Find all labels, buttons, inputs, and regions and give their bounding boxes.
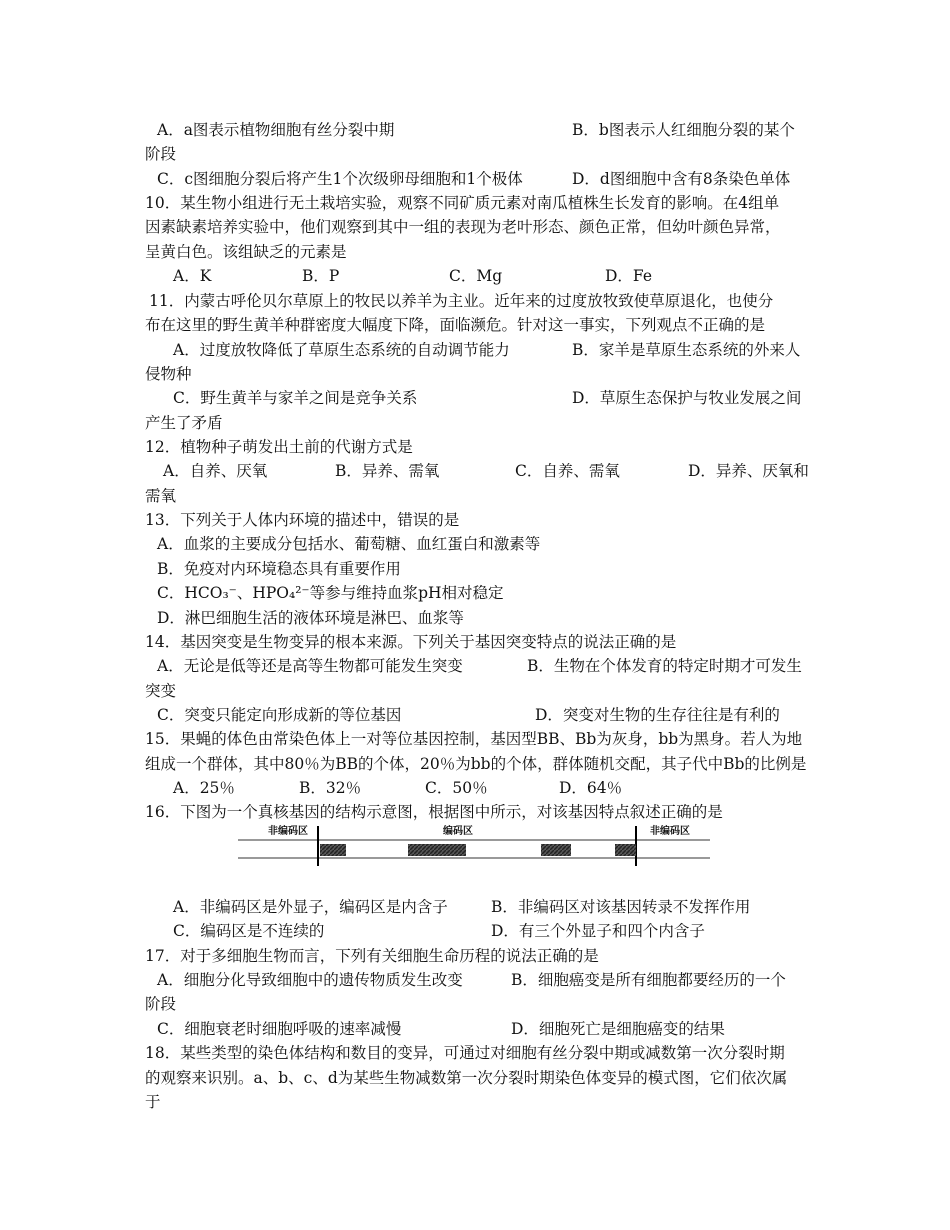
q11-option-d: D．草原生态保护与牧业发展之间 [572,389,802,407]
exon-3 [541,844,571,856]
q12-stem: 12．植物种子萌发出土前的代谢方式是 [145,438,413,456]
q16-row-cd [145,919,815,943]
q17-option-b-cont: 阶段 [145,995,177,1013]
q14-option-c: C．突变只能定向形成新的等位基因 [157,706,402,724]
q16-option-b: B．非编码区对该基因转录不发挥作用 [491,898,751,916]
q15-option-c: C．50％ [425,779,488,797]
gene-diagram-svg [238,822,710,874]
q17-row-cd [145,1017,815,1041]
q12-options [145,459,815,483]
q13-option-d: D．淋巴细胞生活的液体环境是淋巴、血浆等 [157,609,464,627]
q10-option-b: B．P [302,267,340,285]
exon-4 [615,844,636,856]
q11-option-a: A．过度放牧降低了草原生态系统的自动调节能力 [173,341,510,359]
q12-option-c: C．自养、需氧 [515,462,620,480]
q10-option-a: A．K [173,267,212,285]
q18-stem-3: 于 [145,1093,161,1111]
q11-row-cd [145,386,815,410]
q13-stem: 13．下列关于人体内环境的描述中，错误的是 [145,511,460,529]
q13-option-a: A．血浆的主要成分包括水、葡萄糖、血红蛋白和激素等 [157,535,541,553]
q16-option-d: D．有三个外显子和四个内含子 [491,922,705,940]
q16-option-c: C．编码区是不连续的 [173,922,325,940]
q14-option-d: D．突变对生物的生存往往是有利的 [535,706,780,724]
q10-stem-3: 呈黄白色。该组缺乏的元素是 [145,243,347,261]
q11-option-d-cont: 产生了矛盾 [145,414,223,432]
q14-option-b-cont: 突变 [145,682,177,700]
q11-stem-2: 布在这里的野生黄羊种群密度大幅度下降，面临濒危。针对这一事实，下列观点不正确的是 [145,316,766,334]
q17-option-d: D．细胞死亡是细胞癌变的结果 [511,1020,725,1038]
q13-option-c: C．HCO₃⁻、HPO₄²⁻等参与维持血浆pH相对稳定 [157,584,504,602]
diagram-label-noncoding-right: 非编码区 [650,826,690,837]
q18-stem-1: 18．某些类型的染色体结构和数目的变异，可通过对细胞有丝分裂中期或减数第一次分裂时期 [145,1044,785,1062]
q10-stem-1: 10．某生物小组进行无土栽培实验，观察不同矿质元素对南瓜植株生长发育的影响。在4组单 [145,194,780,212]
q10-option-d: D．Fe [605,267,653,285]
q12-option-a: A．自养、厌氧 [163,462,268,480]
q9-option-b: B．b图表示人红细胞分裂的某个 [572,121,795,139]
q14-option-b: B．生物在个体发育的特定时期才可发生 [527,657,802,675]
q9-option-b-cont: 阶段 [145,145,177,163]
gene-structure-diagram [238,822,710,874]
q11-option-c: C．野生黄羊与家羊之间是竞争关系 [173,389,418,407]
q16-option-a: A．非编码区是外显子，编码区是内含子 [173,898,448,916]
q9-option-d: D．d图细胞中含有8条染色单体 [572,170,791,188]
q9-row-cd [145,167,815,191]
q15-options [145,776,815,800]
q18-stem-2: 的观察来识别。a、b、c、d为某些生物减数第一次分裂时期染色体变异的模式图，它们依次属 [145,1069,788,1087]
q12-option-d: D．异养、厌氧和 [688,462,809,480]
q9-option-c: C．c图细胞分裂后将产生1个次级卵母细胞和1个极体 [157,170,523,188]
q17-stem: 17．对于多细胞生物而言，下列有关细胞生命历程的说法正确的是 [145,947,599,965]
q14-option-a: A．无论是低等还是高等生物都可能发生突变 [157,657,463,675]
q16-stem: 16．下图为一个真核基因的结构示意图，根据图中所示，对该基因特点叙述正确的是 [145,803,723,821]
q15-option-b: B．32％ [299,779,362,797]
q9-row-ab [145,118,815,142]
q15-stem-2: 组成一个群体，其中80％为BB的个体，20％为bb的个体，群体随机交配，其子代中Bb的比例是 [145,755,807,773]
diagram-label-coding: 编码区 [443,826,473,837]
q15-stem-1: 15．果蝇的体色由常染色体上一对等位基因控制，基因型BB、Bb为灰身，bb为黑身。若人为地 [145,730,803,748]
q10-stem-2: 因素缺素培养实验中，他们观察到其中一组的表现为老叶形态、颜色正常，但幼叶颜色异常， [145,218,781,236]
q16-row-ab [145,895,815,919]
q17-option-c: C．细胞衰老时细胞呼吸的速率减慢 [157,1020,402,1038]
q11-option-b: B．家羊是草原生态系统的外来人 [572,341,801,359]
q15-option-a: A．25％ [173,779,235,797]
q13-option-b: B．免疫对内环境稳态具有重要作用 [157,560,401,578]
q12-option-d-cont: 需氧 [145,487,177,505]
q14-stem: 14．基因突变是生物变异的根本来源。下列关于基因突变特点的说法正确的是 [145,633,677,651]
exon-1 [320,844,346,856]
q17-option-a: A．细胞分化导致细胞中的遗传物质发生改变 [157,971,463,989]
q17-row-ab [145,968,815,992]
q15-option-d: D．64％ [559,779,623,797]
q14-row-ab [145,654,815,678]
q10-options [145,264,815,288]
q17-option-b: B．细胞癌变是所有细胞都要经历的一个 [511,971,786,989]
q14-row-cd [145,703,815,727]
q12-option-b: B．异养、需氧 [335,462,440,480]
q9-option-a: A．a图表示植物细胞有丝分裂中期 [157,121,395,139]
q11-stem-1: 11．内蒙古呼伦贝尔草原上的牧民以养羊为主业。近年来的过度放牧致使草原退化，也使分 [149,292,774,310]
q10-option-c: C．Mg [449,267,503,285]
diagram-label-noncoding-left: 非编码区 [268,826,308,837]
q11-option-b-cont: 侵物种 [145,365,192,383]
q11-row-ab [145,338,815,362]
exon-2 [408,844,466,856]
